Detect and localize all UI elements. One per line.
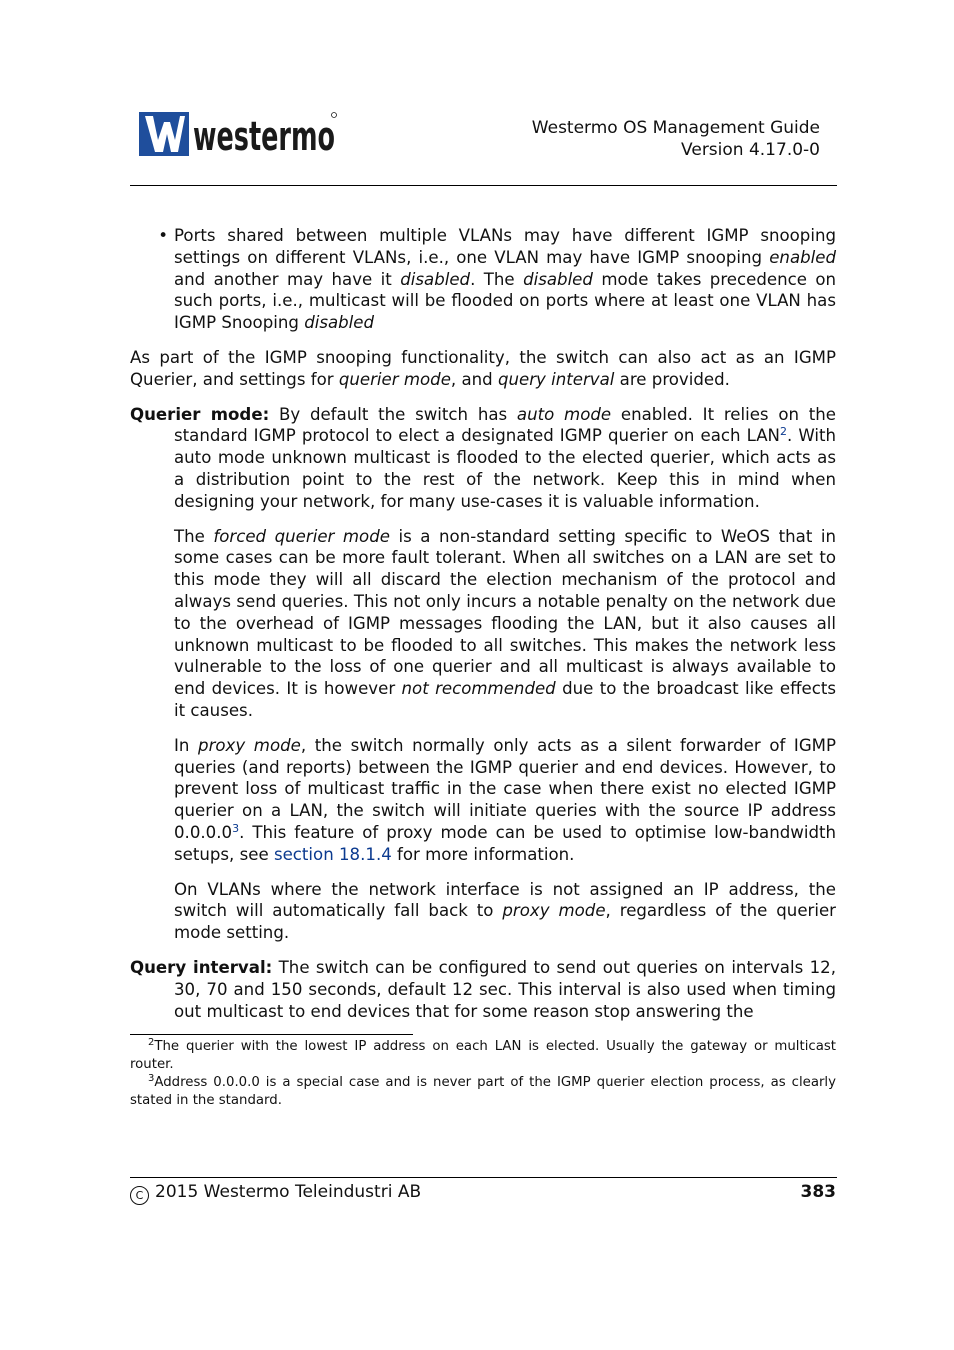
footer-rule <box>130 1177 837 1178</box>
page-footer <box>130 1182 836 1205</box>
page-number: 383 <box>800 1182 836 1202</box>
intro-paragraph: As part of the IGMP snooping functionality, the switch can also act as an IGMP Querier, and settings for querier mode, and query interval are provided. <box>130 347 836 389</box>
logo-wordmark: westermo <box>193 114 335 160</box>
footnote-ref-2[interactable]: 2 <box>779 425 787 439</box>
query-interval-paragraph: Query interval: The switch can be configured to send out queries on intervals 12, 30, 70 and 150 seconds, default 12 sec. This interval is also used when timing out multicast to end devices that for some reason stop answering the <box>130 957 836 1021</box>
copyright-text: C 2015 Westermo Teleindustri AB <box>130 1182 421 1205</box>
section-link[interactable]: section 18.1.4 <box>273 844 392 864</box>
list-item <box>130 225 836 334</box>
querier-mode-term: Querier mode: <box>130 404 270 424</box>
query-interval-term: Query interval: <box>130 957 273 977</box>
footnote-rule <box>130 1034 413 1035</box>
page-body <box>130 225 836 1035</box>
header-rule <box>130 185 837 186</box>
query-interval-description <box>130 957 836 1022</box>
bullet-text: Ports shared between multiple VLANs may have different IGMP snooping settings on different VLANs, i.e., one VLAN may have IGMP snooping enabled and another may have it disabled. The disabled mode takes precedence on such ports, i.e., multicast will be flooded on ports where at least one VLAN has IGMP Snooping disabled <box>174 226 837 333</box>
querier-mode-paragraph: Querier mode: By default the switch has auto mode enabled. It relies on the standard IGMP protocol to elect a designated IGMP querier on each LAN$^2$. With auto mode unknown multicast is flooded to the elected querier, which acts as a distribution point to the rest of the network. Keep this in mind when designing your network, for many use-cases it is valuable information. <box>130 404 836 511</box>
copyright-icon: C <box>130 1186 149 1205</box>
footnote-2: $^2$The querier with the lowest IP address on each LAN is elected. Usually the gateway or multicast router. <box>130 1037 836 1072</box>
footnote-ref-3[interactable]: 3 <box>232 821 240 835</box>
vlan-fallback-paragraph: On VLANs where the network interface is not assigned an IP address, the switch will automatically fall back to proxy mode, regardless of the querier mode setting. <box>174 879 836 943</box>
header-title-block <box>532 117 820 161</box>
guide-version: Version 4.17.0-0 <box>681 140 820 160</box>
bullet-icon: • <box>158 226 168 245</box>
guide-title: Westermo OS Management Guide <box>531 118 820 138</box>
westermo-logo <box>139 110 339 158</box>
querier-mode-description <box>130 404 836 944</box>
proxy-mode-paragraph: In proxy mode, the switch normally only acts as a silent forwarder of IGMP queries (and reports) between the IGMP querier and end devices. However, to prevent loss of multicast traffic in the case when there exist no elected IGMP querier on a LAN, the switch will initiate queries with the source IP address 0.0.0.0$^3$. This feature of proxy mode can be used to optimise low-bandwidth setups, see section 18.1.4 for more information. <box>174 735 837 864</box>
footnotes <box>130 1038 836 1110</box>
footnote-3: $^3$Address 0.0.0.0 is a special case and is never part of the IGMP querier election process, as clearly stated in the standard. <box>130 1073 836 1108</box>
forced-querier-paragraph: The forced querier mode is a non-standard setting specific to WeOS that in some cases can be more fault tolerant. When all switches on a LAN are set to this mode they will all discard the election mechanism of the protocol and always send queries. This not only incurs a notable penalty on the network due to the overhead of IGMP messages flooding the LAN, but it also causes all unknown multicast to be flooded to all switches. This makes the network less vulnerable to the loss of one querier and all multicast is always available to end devices. It is however not recommended due to the broadcast like effects it causes. <box>174 526 837 720</box>
